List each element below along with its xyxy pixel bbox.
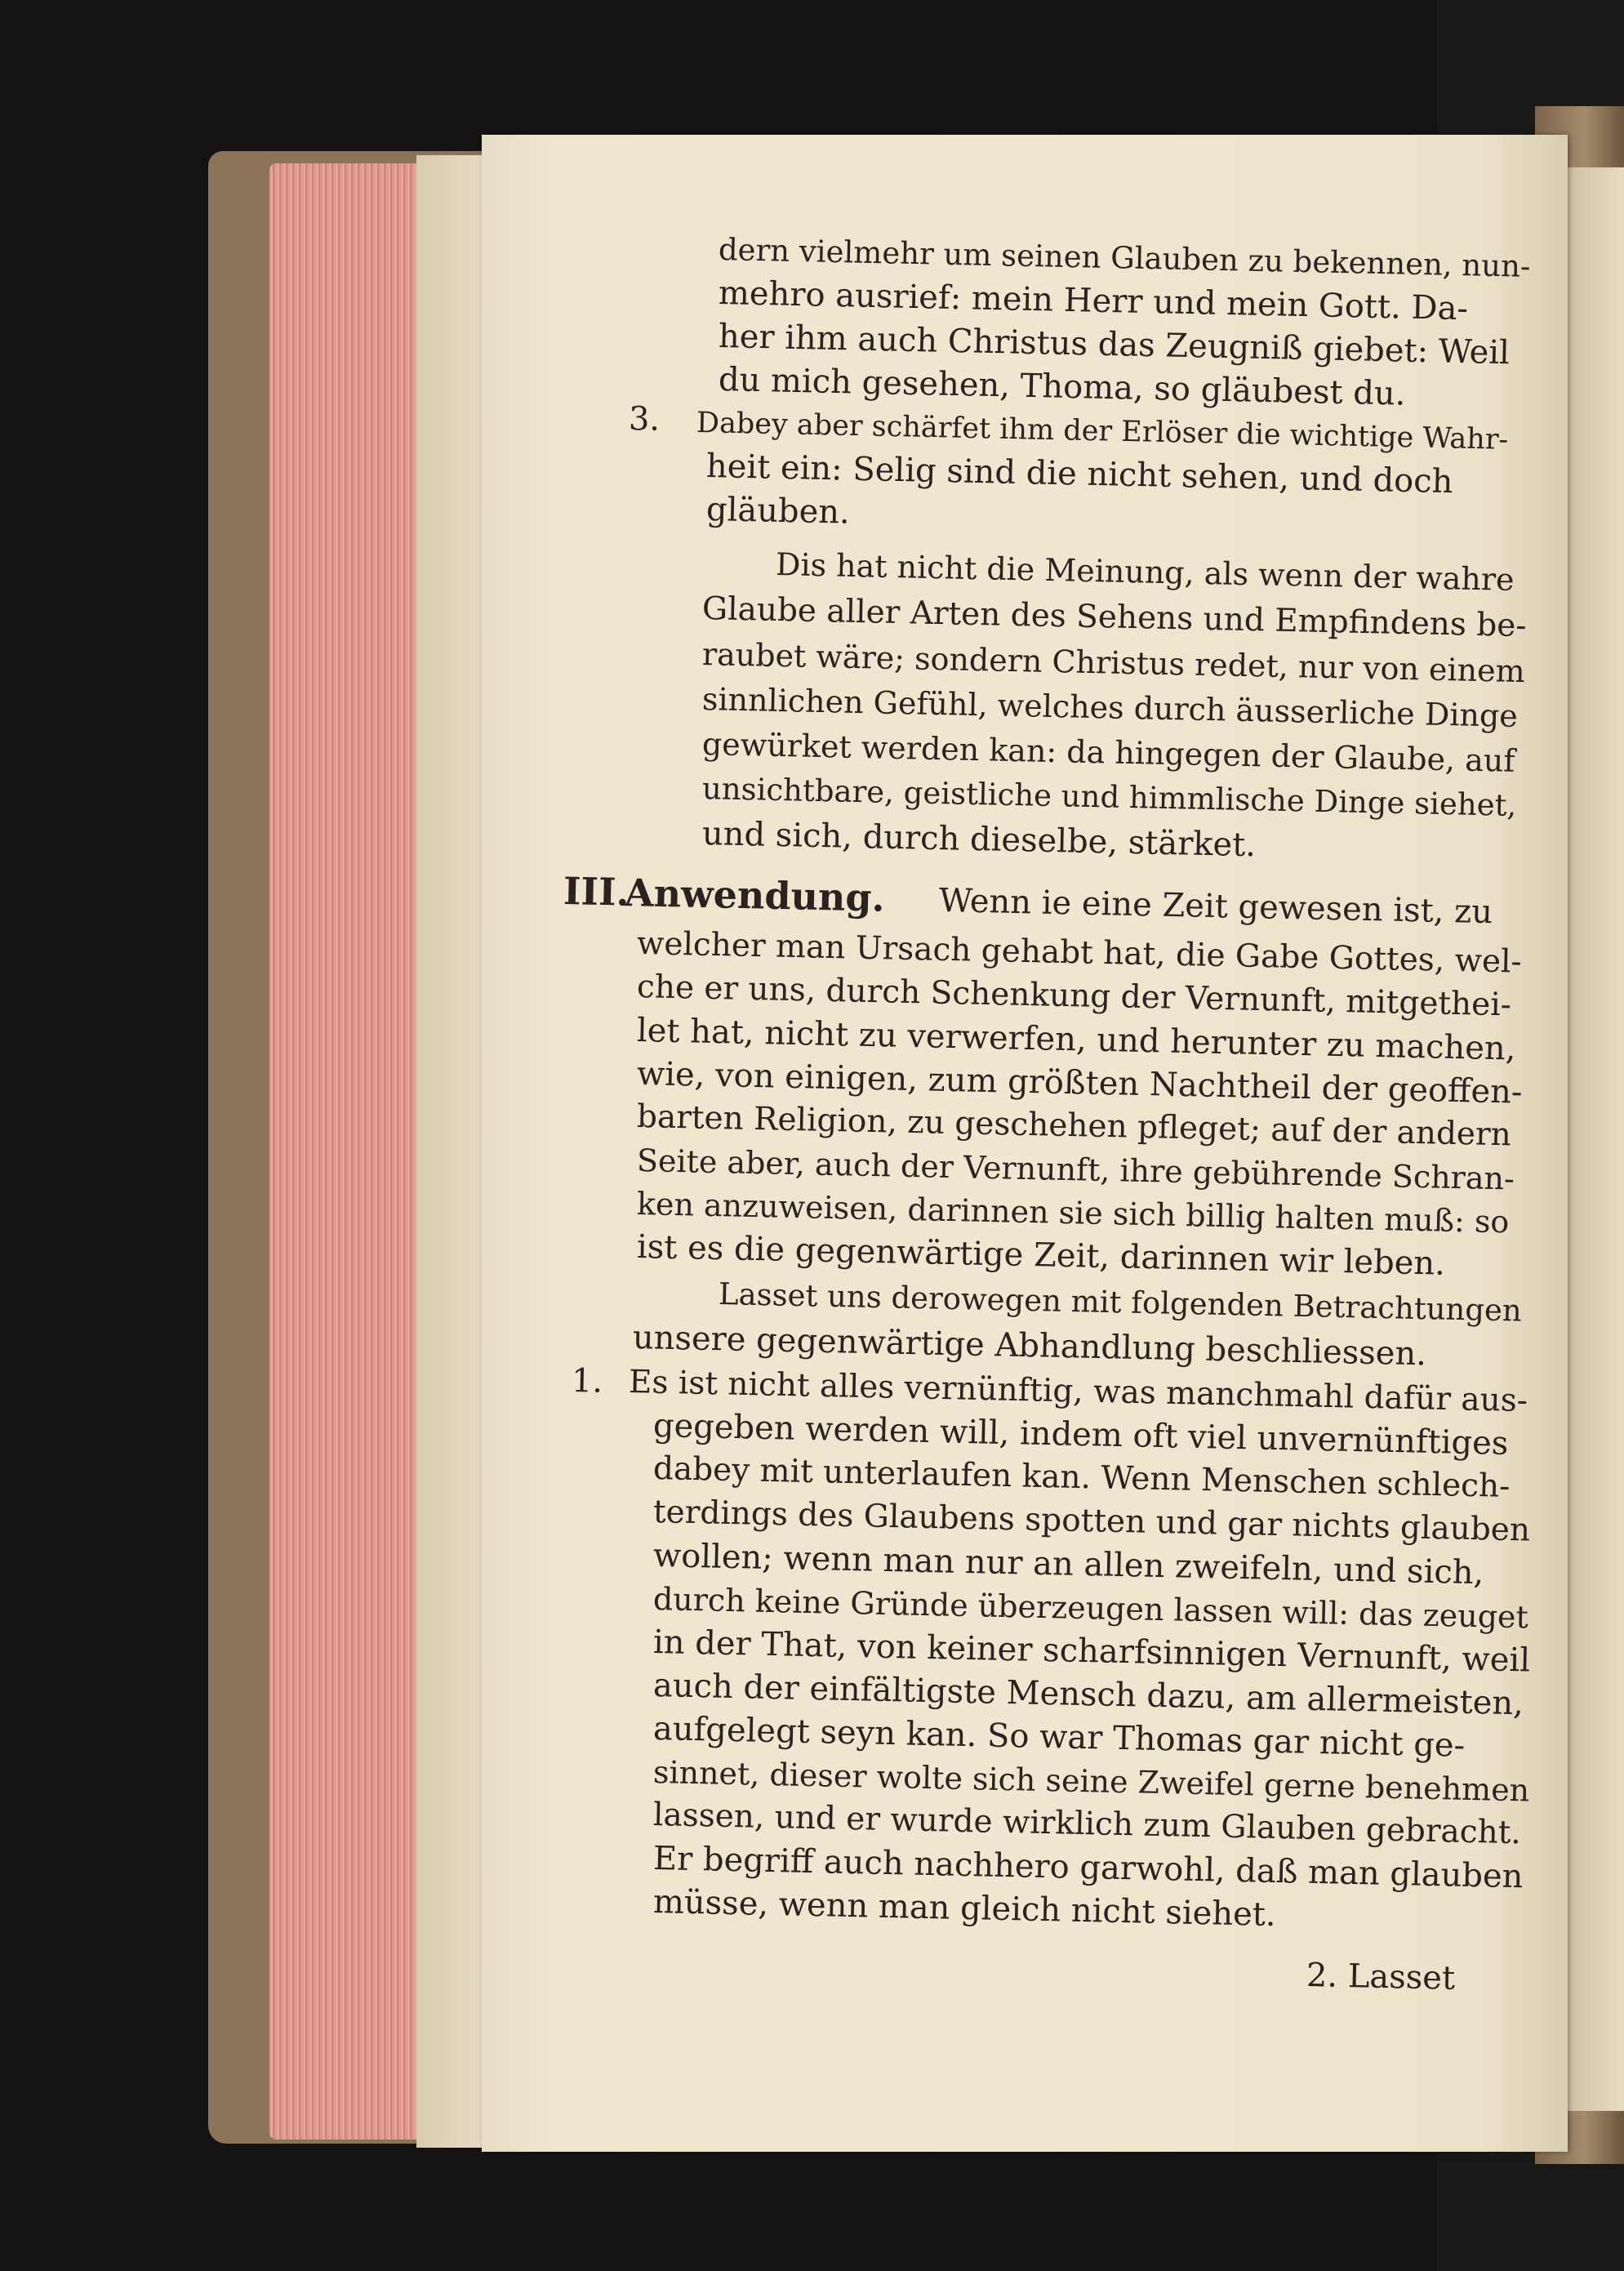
text-line: Lasset uns derowegen mit folgenden Betrachtungen bbox=[718, 1276, 1523, 1329]
text-line: ken anzuweisen, darinnen sie sich billig halten muß: so bbox=[636, 1186, 1510, 1240]
section-number: III. bbox=[563, 869, 630, 915]
text-line: aufgelegt seyn kan. So war Thomas gar nicht ge- bbox=[652, 1710, 1466, 1765]
section-heading: Anwendung. bbox=[624, 871, 886, 920]
text-line: heit ein: Selig sind die nicht sehen, und doch bbox=[705, 448, 1453, 501]
text-line: terdings des Glaubens spotten und gar nichts glauben bbox=[652, 1494, 1531, 1549]
text-line: barten Religion, zu geschehen pfleget; auf der andern bbox=[636, 1098, 1512, 1154]
text-line: durch keine Gründe überzeugen lassen will: das zeuget bbox=[652, 1581, 1529, 1636]
text-line: che er uns, durch Schenkung der Vernunft, mitgethei- bbox=[636, 969, 1512, 1024]
text-line: auch der einfältigste Mensch dazu, am allermeisten, bbox=[652, 1667, 1524, 1723]
text-line: und sich, durch dieselbe, stärket. bbox=[701, 815, 1257, 865]
text-line: wollen; wenn man nur an allen zweifeln, und sich, bbox=[652, 1537, 1484, 1592]
text-line: du mich gesehen, Thoma, so gläubest du. bbox=[718, 361, 1406, 413]
page-edges bbox=[269, 163, 425, 2140]
text-line: müsse, wenn man gleich nicht siehet. bbox=[652, 1883, 1277, 1934]
text-line: raubet wäre; sondern Christus redet, nur von einem bbox=[701, 636, 1526, 690]
text-line: her ihm auch Christus das Zeugniß giebet: Weil bbox=[718, 318, 1511, 372]
text-line: sinnlichen Gefühl, welches durch äusserliche Dinge bbox=[701, 681, 1519, 734]
text-line: sinnet, dieser wolte sich seine Zweifel gerne benehmen bbox=[652, 1754, 1530, 1809]
text-line: unsichtbare, geistliche und himmlische Dinge siehet, bbox=[701, 771, 1517, 823]
catchword: 2. Lasset bbox=[1306, 1957, 1456, 1997]
text-line: Dabey aber schärfet ihm der Erlöser die wichtige Wahr- bbox=[696, 407, 1509, 456]
text-line: gegeben werden will, indem oft viel unvernünftiges bbox=[652, 1407, 1509, 1463]
item-number: 1. bbox=[571, 1362, 603, 1400]
text-line: dabey mit unterlaufen kan. Wenn Menschen schlech- bbox=[652, 1450, 1511, 1505]
text-line: wie, von einigen, zum größten Nachtheil der geoffen- bbox=[636, 1055, 1523, 1111]
text-line: ist es die gegenwärtige Zeit, darinnen wir leben. bbox=[636, 1228, 1446, 1283]
text-line: Glaube aller Arten des Sehens und Empfindens be- bbox=[701, 590, 1528, 645]
item-number: 3. bbox=[628, 400, 661, 439]
text-line: dern vielmehr um seinen Glauben zu bekennen, nun- bbox=[718, 232, 1531, 284]
text-line: lassen, und er wurde wirklich zum Glauben gebracht. bbox=[652, 1797, 1522, 1852]
text-line: mehro ausrief: mein Herr und mein Gott. Da- bbox=[718, 274, 1469, 328]
text-line: Dis hat nicht die Meinung, als wenn der wahre bbox=[775, 546, 1515, 598]
text-line: Seite aber, auch der Vernunft, ihre gebührende Schran- bbox=[636, 1142, 1515, 1197]
text-line: gläuben. bbox=[705, 491, 851, 532]
text-line: let hat, nicht zu verwerfen, und herunter zu machen, bbox=[636, 1012, 1516, 1068]
text-line: welcher man Ursach gehabt hat, die Gabe Gottes, wel- bbox=[636, 925, 1523, 981]
text-line: gewürket werden kan: da hingegen der Glaube, auf bbox=[701, 726, 1515, 779]
text-line: Wenn ie eine Zeit gewesen ist, zu bbox=[938, 882, 1493, 932]
text-line: Es ist nicht alles vernünftig, was manchmahl dafür aus- bbox=[628, 1364, 1528, 1420]
text-line: unsere gegenwärtige Abhandlung beschliessen. bbox=[632, 1319, 1427, 1374]
book-page bbox=[482, 135, 1568, 2152]
text-line: Er begriff auch nachhero garwohl, daß man glauben bbox=[652, 1840, 1524, 1896]
text-line: in der That, von keiner scharfsinnigen Vernunft, weil bbox=[652, 1623, 1531, 1680]
